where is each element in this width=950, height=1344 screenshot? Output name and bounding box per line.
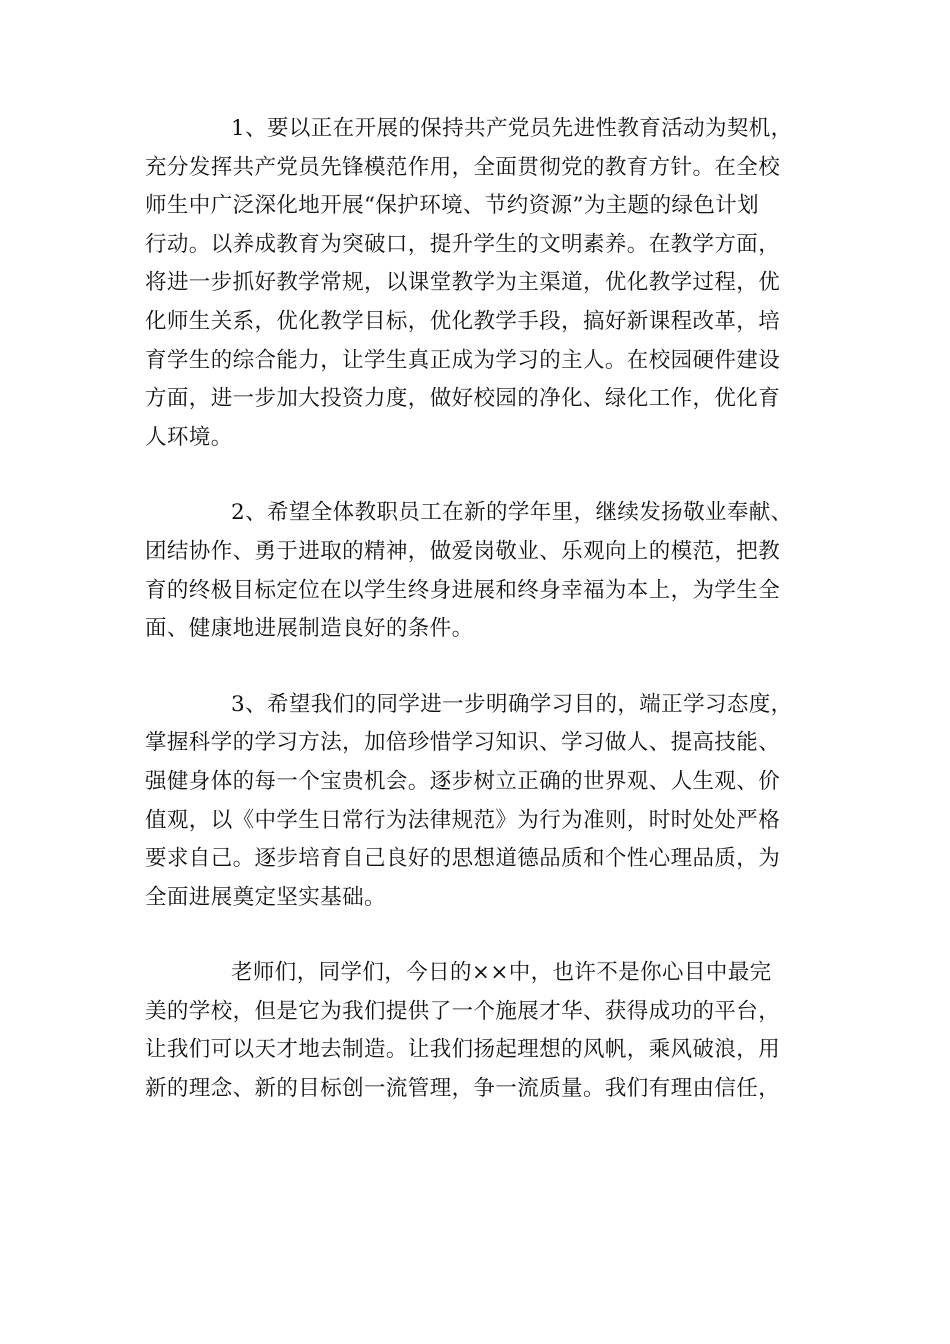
paragraph-line: 要求自己。逐步培育自己良好的思想道德品质和个性心理品质，为	[145, 846, 781, 872]
paragraph-1	[145, 110, 807, 457]
paragraph-line: 育的终极目标定位在以学生终身进展和终身幸福为本上，为学生全	[145, 577, 781, 603]
paragraph-line: 化师生关系，优化教学目标，优化教学手段，搞好新课程改革，培	[145, 308, 781, 334]
paragraph-line: 人环境。	[145, 424, 233, 450]
paragraph-line: 行动。以养成教育为突破口，提升学生的文明素养。在教学方面，	[145, 231, 781, 257]
paragraph-line: 老师们，同学们，今日的××中，也许不是你心目中最完	[231, 960, 772, 986]
paragraph-line: 全面进展奠定坚实基础。	[145, 884, 386, 910]
paragraph-line: 美的学校，但是它为我们提供了一个施展才华、获得成功的平台，	[145, 998, 781, 1024]
paragraph-line: 新的理念、新的目标创一流管理，争一流质量。我们有理由信任，	[145, 1076, 781, 1102]
document-body	[145, 110, 807, 1109]
paragraph-line: 方面，进一步加大投资力度，做好校园的净化、绿化工作，优化育	[145, 386, 781, 412]
paragraph-line: 将进一步抓好教学常规，以课堂教学为主渠道，优化教学过程，优	[145, 270, 781, 296]
paragraph-3	[145, 686, 807, 918]
paragraph-line: 师生中广泛深化地开展“保护环境、节约资源”为主题的绿色计划	[145, 193, 760, 219]
paragraph-4	[145, 954, 807, 1108]
paragraph-line: 2、希望全体教职员工在新的学年里，继续发扬敬业奉献、	[231, 500, 793, 526]
paragraph-line: 3、希望我们的同学进一步明确学习目的，端正学习态度，	[231, 691, 793, 717]
paragraph-line: 育学生的综合能力，让学生真正成为学习的主人。在校园硬件建设	[145, 347, 781, 373]
paragraph-line: 让我们可以天才地去制造。让我们扬起理想的风帆，乘风破浪，用	[145, 1037, 781, 1063]
paragraph-line: 掌握科学的学习方法，加倍珍惜学习知识、学习做人、提高技能、	[145, 730, 781, 756]
paragraph-line: 充分发挥共产党员先锋模范作用，全面贯彻党的教育方针。在全校	[145, 154, 781, 180]
paragraph-line: 值观，以《中学生日常行为法律规范》为行为准则，时时处处严格	[145, 807, 781, 833]
paragraph-line: 1、要以正在开展的保持共产党员先进性教育活动为契机，	[231, 116, 793, 141]
paragraph-line: 面、健康地进展制造良好的条件。	[145, 616, 474, 642]
paragraph-line: 强健身体的每一个宝贵机会。逐步树立正确的世界观、人生观、价	[145, 768, 781, 794]
paragraph-line: 团结协作、勇于进取的精神，做爱岗敬业、乐观向上的模范，把教	[145, 538, 781, 564]
paragraph-2	[145, 494, 807, 648]
